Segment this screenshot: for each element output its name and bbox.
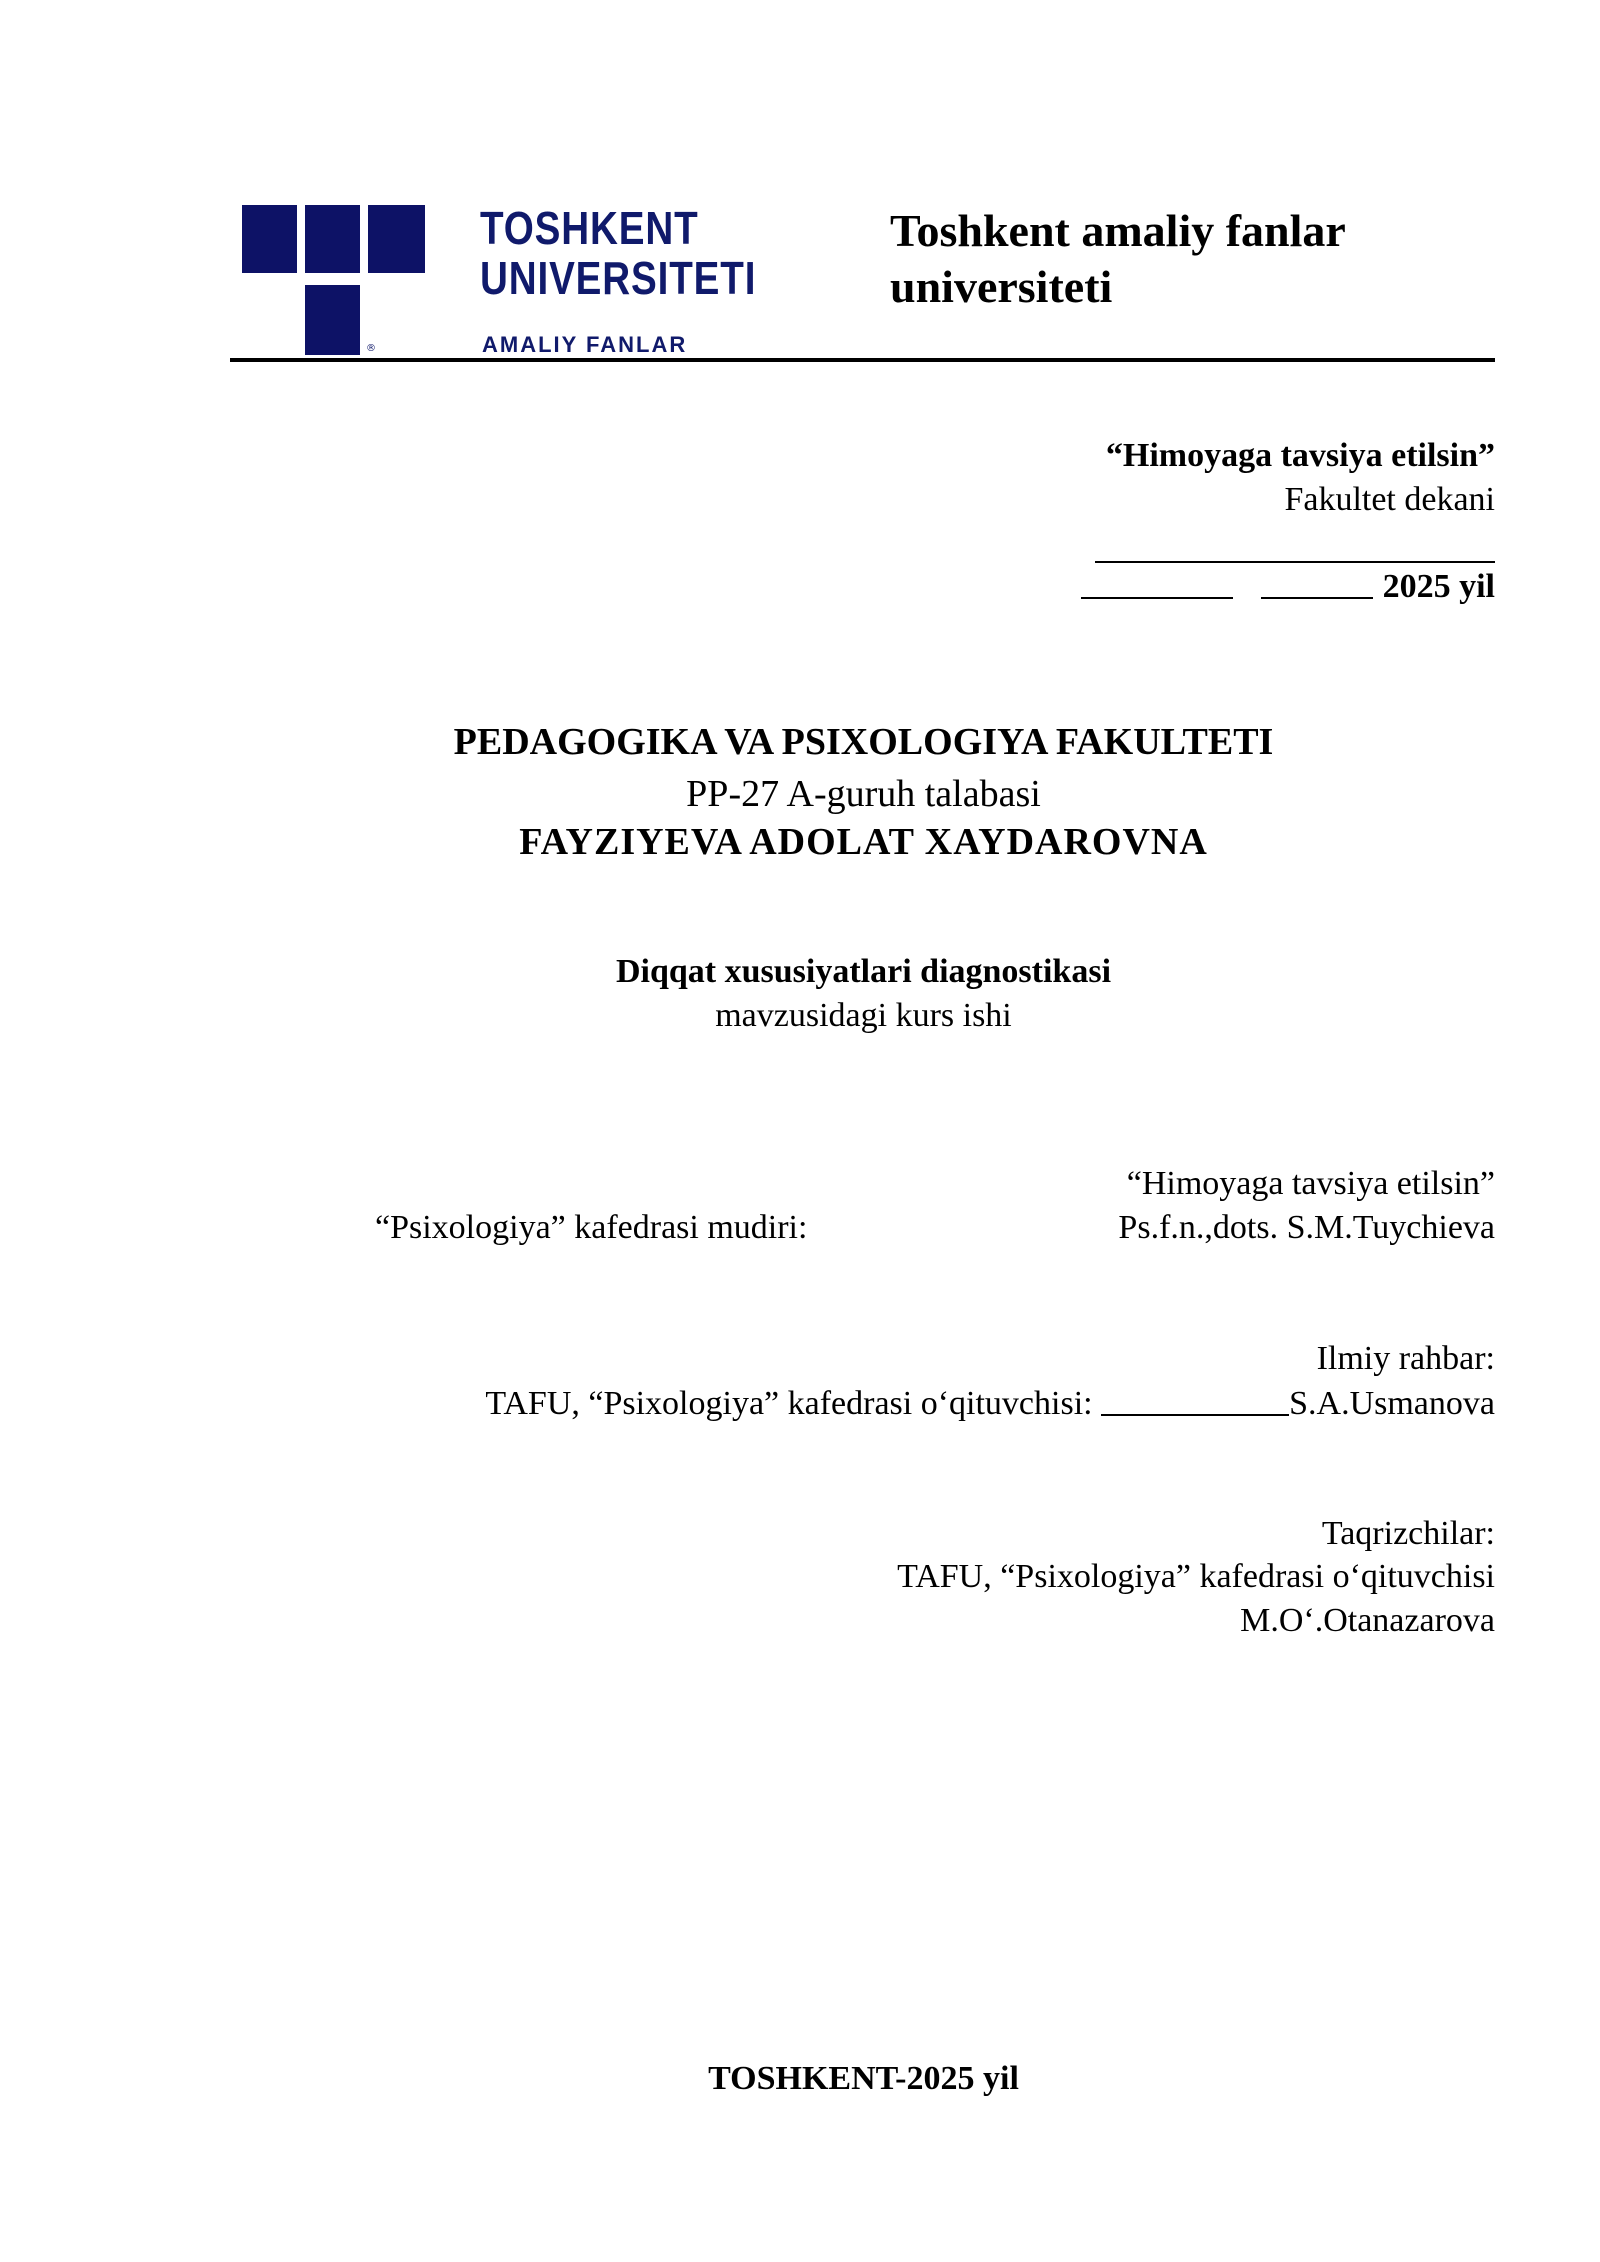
header-divider — [230, 358, 1495, 362]
reviewers-heading: Taqrizchilar: — [1321, 1515, 1495, 1552]
reviewer-position: TAFU, “Psixologiya” kafedrasi o‘qituvchisi — [897, 1558, 1495, 1595]
advisor-row — [485, 1385, 1495, 1423]
logo-square-4 — [305, 285, 360, 355]
department-head-label: “Psixologiya” kafedrasi mudiri: — [375, 1209, 808, 1246]
department-head-name: Ps.f.n.,dots. S.M.Tuychieva — [1118, 1209, 1495, 1246]
date-month-blank — [1261, 597, 1373, 599]
approval-date — [1081, 568, 1495, 606]
advisor-name: S.A.Usmanova — [1289, 1385, 1495, 1422]
logo-wordmark-line2: UNIVERSITETI — [480, 252, 757, 304]
logo-square-1 — [242, 205, 297, 273]
advisor-label: TAFU, “Psixologiya” kafedrasi o‘qituvchisi: — [485, 1385, 1093, 1422]
date-day-blank — [1081, 597, 1233, 599]
signature-line — [1095, 561, 1495, 563]
approval-role: Fakultet dekani — [1284, 481, 1495, 518]
approval-year: 2025 yil — [1382, 568, 1495, 605]
university-logo — [242, 202, 782, 357]
logo-square-3 — [368, 205, 425, 273]
logo-registered-mark: ® — [366, 343, 376, 354]
student-group: PP-27 A-guruh talabasi — [686, 773, 1041, 815]
logo-wordmark-line1: TOSHKENT — [480, 202, 699, 254]
reviewer-name: M.O‘.Otanazarova — [1240, 1602, 1495, 1639]
footer-city-year: TOSHKENT-2025 yil — [708, 2060, 1019, 2097]
logo-wordmark-line3: AMALIY FANLAR — [482, 332, 688, 357]
advisor-signature-blank — [1101, 1414, 1289, 1416]
faculty-name: PEDAGOGIKA VA PSIXOLOGIYA FAKULTETI — [453, 721, 1274, 763]
topic-subtitle: mavzusidagi kurs ishi — [715, 997, 1012, 1034]
approval-title: “Himoyaga tavsiya etilsin” — [1105, 437, 1495, 474]
university-name: Toshkent amaliy fanlar universiteti — [890, 205, 1346, 312]
department-recommendation: “Himoyaga tavsiya etilsin” — [1126, 1165, 1495, 1202]
advisor-heading: Ilmiy rahbar: — [1316, 1340, 1495, 1377]
student-name: FAYZIYEVA ADOLAT XAYDAROVNA — [519, 821, 1208, 863]
topic-title: Diqqat xususiyatlari diagnostikasi — [615, 953, 1112, 990]
logo-square-2 — [305, 205, 360, 273]
